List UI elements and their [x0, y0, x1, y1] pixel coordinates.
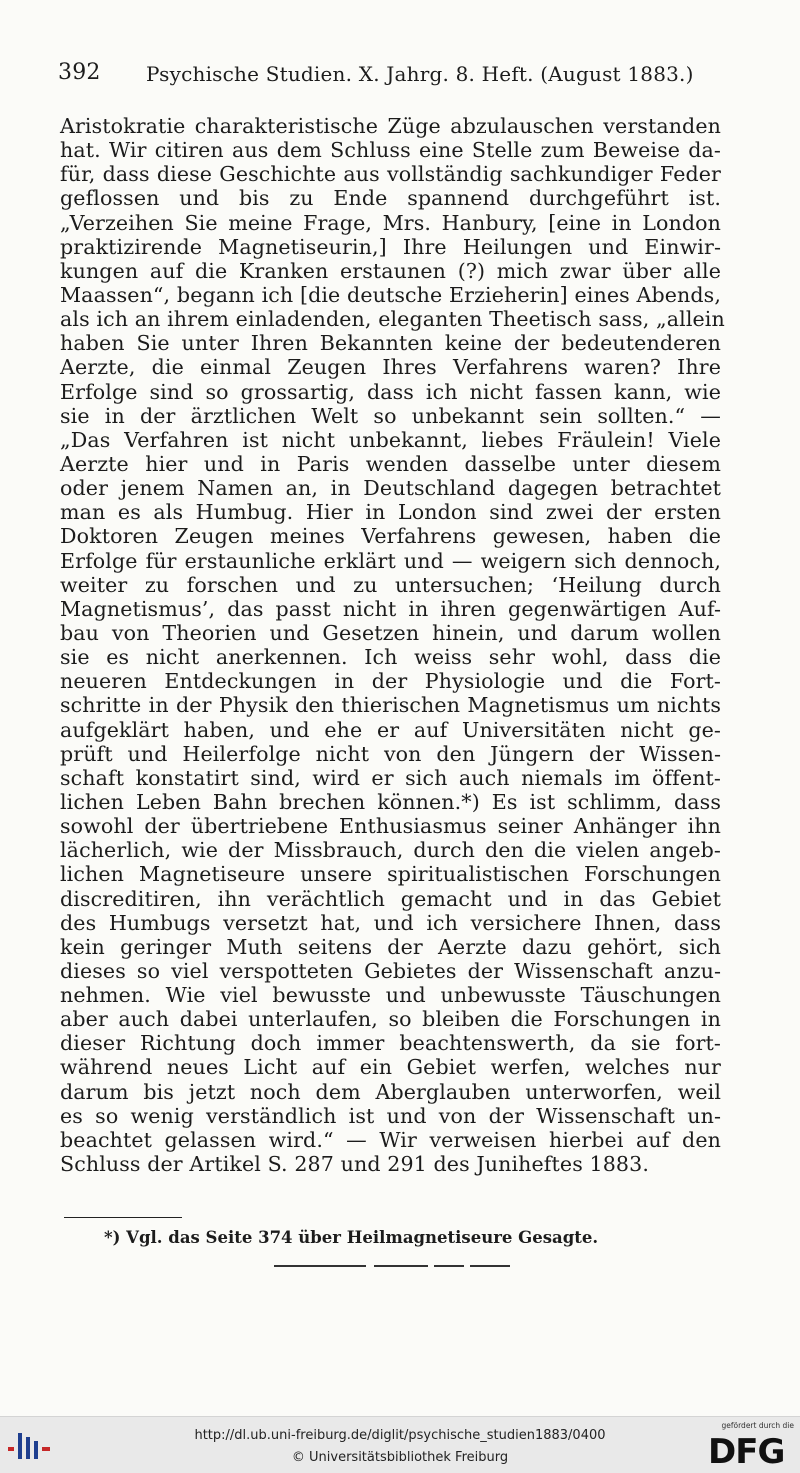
- text-line: man es als Humbug. Hier in London sind zwei der ersten: [60, 500, 721, 525]
- dfg-caption: gefördert durch die: [721, 1421, 794, 1430]
- text-line: oder jenem Namen an, in Deutschland dagegen betrachtet: [60, 476, 721, 501]
- text-line: haben Sie unter Ihren Bekannten keine der bedeutenderen: [60, 331, 721, 356]
- footer-copyright: © Universitätsbibliothek Freiburg: [291, 1450, 509, 1465]
- text-line: prüft und Heilerfolge nicht von den Jüngern der Wissen-: [60, 741, 721, 766]
- body-text: [60, 114, 725, 1177]
- footnote: *) Vgl. das Seite 374 über Heilmagnetiseure Gesagte.: [104, 1228, 599, 1247]
- text-line: es so wenig verständlich ist und von der Wissenschaft un-: [60, 1103, 721, 1128]
- closing-ornament: [274, 1265, 514, 1269]
- text-line: für, dass diese Geschichte aus vollständig sachkundiger Feder: [60, 162, 721, 187]
- footnote-rule: [64, 1217, 182, 1218]
- text-line: geflossen und bis zu Ende spannend durchgeführt ist.: [60, 186, 721, 211]
- text-line: schritte in der Physik den thierischen Magnetismus um nichts: [60, 693, 721, 718]
- text-line: kein geringer Muth seitens der Aerzte dazu gehört, sich: [60, 934, 721, 959]
- text-line: praktizirende Magnetiseurin,] Ihre Heilungen und Einwir-: [60, 234, 721, 259]
- text-line: aufgeklärt haben, und ehe er auf Universitäten nicht ge-: [60, 717, 721, 742]
- text-line: aber auch dabei unterlaufen, so bleiben die Forschungen in: [60, 1007, 721, 1032]
- text-line: als ich an ihrem einladenden, eleganten Theetisch sass, „allein: [60, 307, 725, 332]
- text-line: kungen auf die Kranken erstaunen (?) mich zwar über alle: [60, 258, 721, 283]
- footer-bar: [0, 1416, 800, 1473]
- journal-title: Psychische Studien. X. Jahrg. 8. Heft. (August 1883.): [146, 62, 694, 86]
- text-line: weiter zu forschen und zu untersuchen; ‘Heilung durch: [60, 572, 721, 597]
- page-number: 392: [58, 60, 101, 85]
- text-line: Aristokratie charakteristische Züge abzulauschen verstanden: [60, 114, 721, 138]
- text-line: dieser Richtung doch immer beachtenswerth, da sie fort-: [60, 1031, 721, 1056]
- text-line: darum bis jetzt noch dem Aberglauben unterworfen, weil: [60, 1079, 721, 1104]
- text-line: lichen Leben Bahn brechen können.*) Es ist schlimm, dass: [60, 789, 721, 814]
- text-line: Erfolge für erstaunliche erklärt und — weigern sich dennoch,: [60, 548, 721, 573]
- text-line: Magnetismus’, das passt nicht in ihren gegenwärtigen Auf-: [60, 596, 721, 621]
- running-head: [58, 60, 718, 90]
- text-line: bau von Theorien und Gesetzen hinein, und darum wollen: [60, 620, 721, 645]
- dfg-wordmark: DFG: [708, 1432, 785, 1472]
- text-line: „Das Verfahren ist nicht unbekannt, liebes Fräulein! Viele: [60, 427, 721, 452]
- text-line: Aerzte, die einmal Zeugen Ihres Verfahrens waren? Ihre: [60, 355, 721, 380]
- text-line: „Verzeihen Sie meine Frage, Mrs. Hanbury, [eine in London: [60, 210, 721, 235]
- dfg-logo: [704, 1421, 794, 1471]
- text-line: Maassen“, begann ich [die deutsche Erzieherin] eines Abends,: [60, 282, 721, 307]
- text-line: schaft konstatirt sind, wird er sich auch niemals im öffent-: [60, 765, 721, 790]
- text-line: nehmen. Wie viel bewusste und unbewusste Täuschungen: [60, 983, 721, 1008]
- text-line: des Humbugs versetzt hat, und ich versichere Ihnen, dass: [60, 910, 721, 935]
- text-line: beachtet gelassen wird.“ — Wir verweisen hierbei auf den: [60, 1127, 721, 1152]
- text-line: neueren Entdeckungen in der Physiologie und die Fort-: [60, 669, 721, 694]
- text-line: Schluss der Artikel S. 287 und 291 des Juniheftes 1883.: [60, 1152, 649, 1177]
- text-line: während neues Licht auf ein Gebiet werfen, welches nur: [60, 1055, 721, 1080]
- text-line: Aerzte hier und in Paris wenden dasselbe unter diesem: [60, 451, 721, 476]
- text-line: Doktoren Zeugen meines Verfahrens gewesen, haben die: [60, 524, 721, 549]
- text-line: lichen Magnetiseure unsere spiritualistischen Forschungen: [60, 862, 721, 887]
- footer-url-link[interactable]: http://dl.ub.uni-freiburg.de/diglit/psychische_studien1883/0400: [194, 1428, 606, 1443]
- text-line: dieses so viel verspotteten Gebietes der Wissenschaft anzu-: [60, 958, 721, 983]
- text-line: sowohl der übertriebene Enthusiasmus seiner Anhänger ihn: [60, 814, 721, 839]
- text-line: hat. Wir citiren aus dem Schluss eine Stelle zum Beweise da-: [60, 138, 721, 163]
- text-line: lächerlich, wie der Missbrauch, durch den die vielen angeb-: [60, 838, 721, 863]
- text-line: discreditiren, ihn verächtlich gemacht und in das Gebiet: [60, 886, 721, 911]
- text-line: sie es nicht anerkennen. Ich weiss sehr wohl, dass die: [60, 645, 721, 670]
- text-line: sie in der ärztlichen Welt so unbekannt sein sollten.“ —: [60, 403, 721, 428]
- text-line: Erfolge sind so grossartig, dass ich nicht fassen kann, wie: [60, 379, 721, 404]
